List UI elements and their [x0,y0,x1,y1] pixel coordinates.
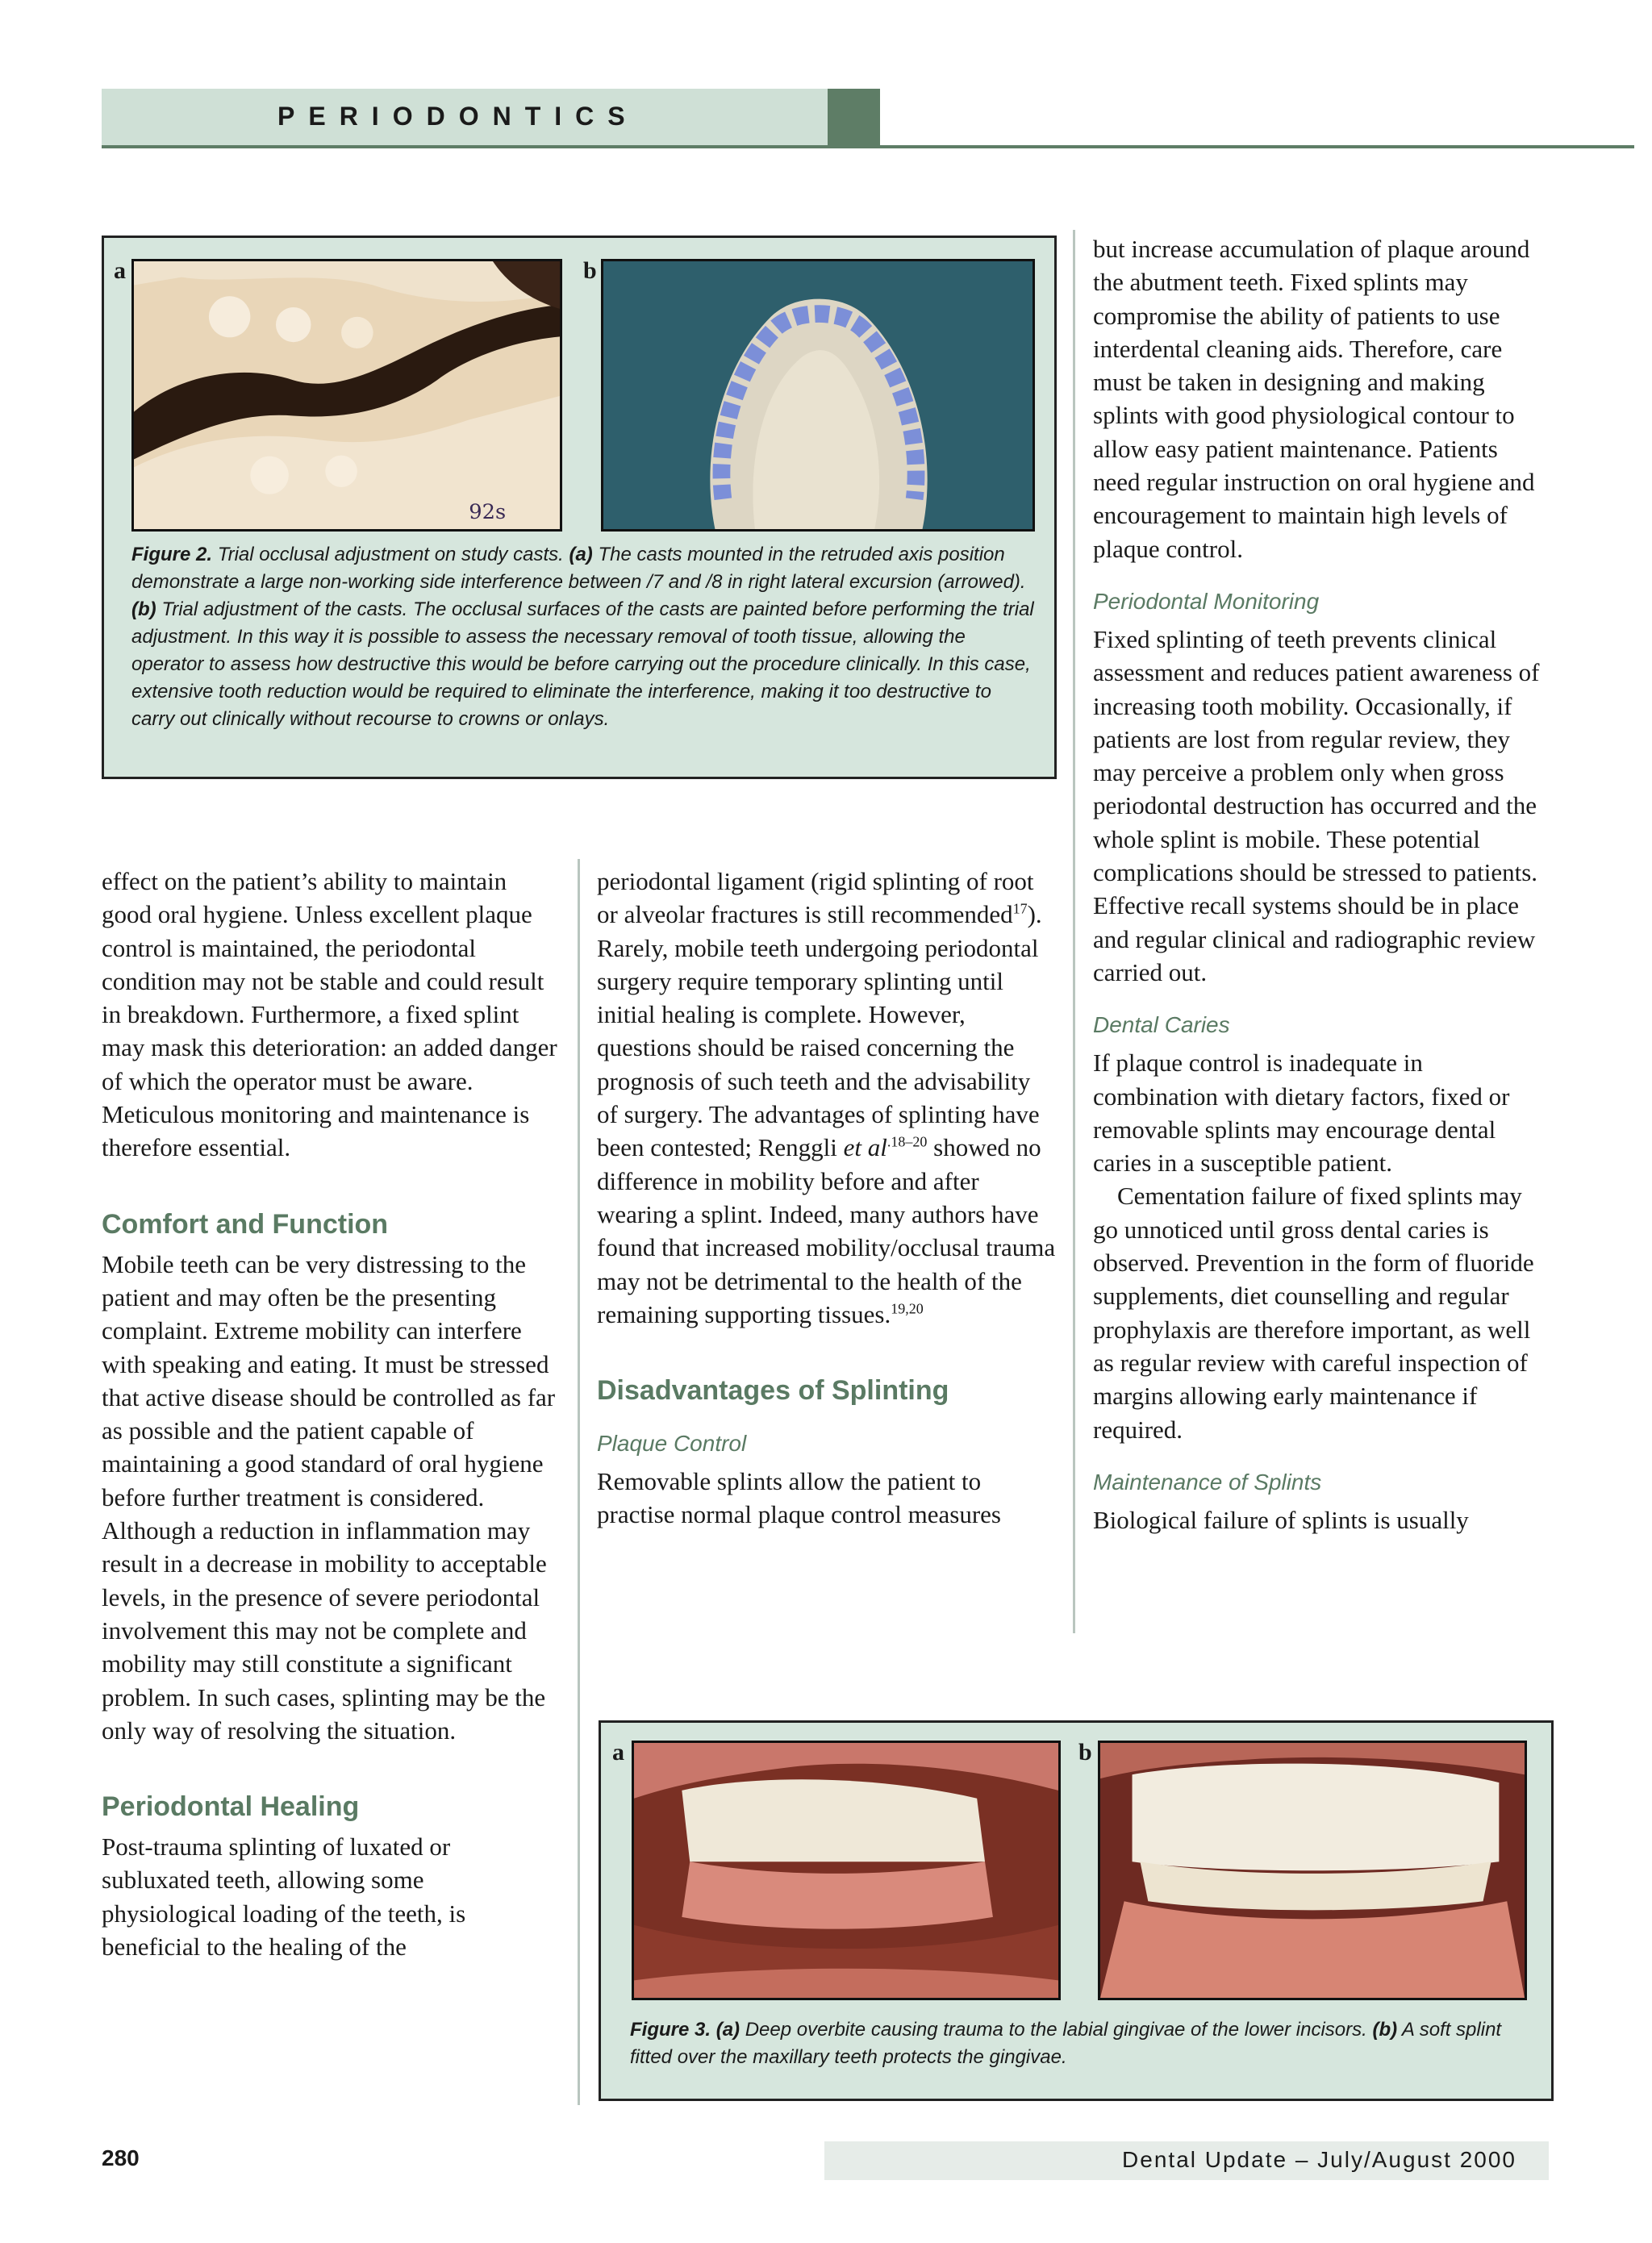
cast-photo-svg [134,261,560,529]
figure-3a-image [632,1741,1061,2000]
figure-2-caption-b: (b) [131,598,156,620]
col2-p1b: ). Rarely, mobile teeth undergoing periodontal surgery require temporary splinting until initial healing is complete. However, questions should be raised concerning the prognosis of such teeth and the advisability of surgery. The advantages of splinting have been contested; Renggli [597,900,1042,1162]
ref-19-20: 19,20 [891,1300,924,1317]
section-header [102,89,1634,148]
col2-p1c: showed no difference in mobility before and after wearing a splint. Indeed, many authors have found that increased mobility/occlusal trauma may not be detrimental to the health of the remaining supporting tissues. [597,1133,1056,1328]
et-al: et al [843,1133,887,1162]
figure-2-caption-text1: Trial occlusal adjustment on study casts. [217,544,564,565]
col1-paragraph-3: Post-trauma splinting of luxated or subluxated teeth, allowing some physiological loading of the teeth, is beneficial to the healing of the [102,1832,466,1962]
figure-2b-image [601,259,1035,532]
col2-p1a: periodontal ligament (rigid splinting of root or alveolar fractures is still recommended [597,867,1034,929]
figure-2-caption-text2: The casts mounted in the retruded axis position demonstrate a large non-working side interference between /7 and /8 in right lateral excursion (arrowed). [131,544,1026,593]
figure-3b-label: b [1078,1739,1092,1766]
heading-dental-caries: Dental Caries [1093,1012,1230,1038]
figure-3-caption-text1: Deep overbite causing trauma to the labial gingivae of the lower incisors. [745,2019,1367,2041]
col1-paragraph-1: effect on the patient’s ability to maintain good oral hygiene. Unless excellent plaque control is maintained, the periodontal condition may not be stable and could result in breakdown. Furthermore, a fixed splint may mask this deterioration: an added danger of which the operator must be aware. Meticulous monitoring and maintenance is therefore essential. [102,867,557,1162]
mouth-photo-b-svg [1100,1743,1525,1998]
col3-paragraph-1: but increase accumulation of plaque around the abutment teeth. Fixed splints may compromise the ability of patients to use interdental cleaning aids. Therefore, care must be taken in designing and making splints with good physiological contour to allow easy patient maintenance. Patients need regular instruction on oral hygiene and encouragement to maintain high levels of plaque control. [1093,235,1535,563]
col3-paragraph-3: If plaque control is inadequate in combination with dietary factors, fixed or removable splints may encourage dental caries in a susceptible patient. [1093,1049,1510,1178]
figure-3-caption-label: Figure 3. [630,2019,711,2041]
figure-2-caption-text3: Trial adjustment of the casts. The occlusal surfaces of the casts are painted before performing the trial adjustment. In this way it is possible to assess the necessary removal of tooth tissue, allowing the operator to assess how destructive this would be before carrying out the procedure clinically. In this case, extensive tooth reduction would be required to eliminate the interference, making it too destructive to carry out clinically without recourse to crowns or onlays. [131,598,1034,730]
column-3 [1093,232,1549,1536]
figure-2-caption [131,541,1035,733]
footer-bar [824,2141,1549,2180]
col3-paragraph-2: Fixed splinting of teeth prevents clinical assessment and reduces patient awareness of increasing tooth mobility. Occasionally, if patients are lost from regular review, they may perceive a problem only when gross periodontal destruction has occurred and the whole splint is mobile. These potential complications should be stressed to patients. Effective recall systems should be in place and regular clinical and radiographic review carried out. [1093,624,1540,986]
heading-periodontal-healing: Periodontal Healing [102,1791,360,1823]
heading-maintenance-splints: Maintenance of Splints [1093,1469,1322,1495]
column-divider-2 [1073,230,1075,1633]
section-title: PERIODONTICS [277,102,639,131]
figure-2-caption-a: (a) [569,544,593,565]
figure-3-caption-text2: A soft splint fitted over the maxillary teeth protects the gingivae. [630,2019,1502,2068]
heading-comfort-function: Comfort and Function [102,1208,389,1240]
figure-2a-label: a [114,257,126,284]
figure-3-caption-b: (b) [1372,2019,1398,2041]
col2-paragraph-1 [597,865,1057,1331]
column-2 [597,865,1057,1532]
header-accent-block [828,89,880,145]
figure-3 [599,1720,1554,2101]
figure-2b-label: b [583,257,597,284]
cast-top-view-svg [603,261,1032,529]
cast-annotation: 92s [469,500,507,525]
figure-3-caption-a: (a) [715,2019,740,2041]
figure-2a-image [131,259,562,532]
ref-17: 17 [1012,900,1028,917]
col1-paragraph-2: Mobile teeth can be very distressing to the patient and may often be the presenting complaint. Extreme mobility can interfere with speaking and eating. It must be stressed that active disease should be controlled as far as possible and the patient capable of maintaining a good standard of oral hygiene before further treatment is considered. Although a reduction in inflammation may result in a decrease in mobility to acceptable levels, in the presence of severe periodontal involvement this may not be complete and mobility may still constitute a significant problem. In such cases, splinting may be the only way of resolving the situation. [102,1249,556,1745]
figure-3b-image [1098,1741,1527,2000]
journal-issue: Dental Update – July/August 2000 [1122,2147,1516,2172]
heading-periodontal-monitoring: Periodontal Monitoring [1093,588,1320,614]
column-1 [102,865,561,1963]
column-divider-1 [578,859,580,2105]
col2-paragraph-2: Removable splints allow the patient to practise normal plaque control measures [597,1467,1001,1529]
figure-3a-label: a [612,1739,624,1766]
col3-paragraph-4: Cementation failure of fixed splints may go unnoticed until gross dental caries is observed. Prevention in the form of fluoride supplements, diet counselling and regular prophylaxis are therefore important, as well as regular review with careful inspection of margins allowing early maintenance if required. [1093,1182,1534,1444]
heading-disadvantages: Disadvantages of Splinting [597,1375,949,1407]
figure-2 [102,236,1057,779]
mouth-photo-a-svg [634,1743,1058,1998]
figure-3-caption [630,2016,1530,2071]
ref-18-20: .18–20 [886,1134,928,1151]
heading-plaque-control: Plaque Control [597,1431,747,1457]
figure-2-caption-label: Figure 2. [131,544,213,565]
page-number: 280 [102,2145,140,2170]
col3-paragraph-5: Biological failure of splints is usually [1093,1505,1469,1534]
